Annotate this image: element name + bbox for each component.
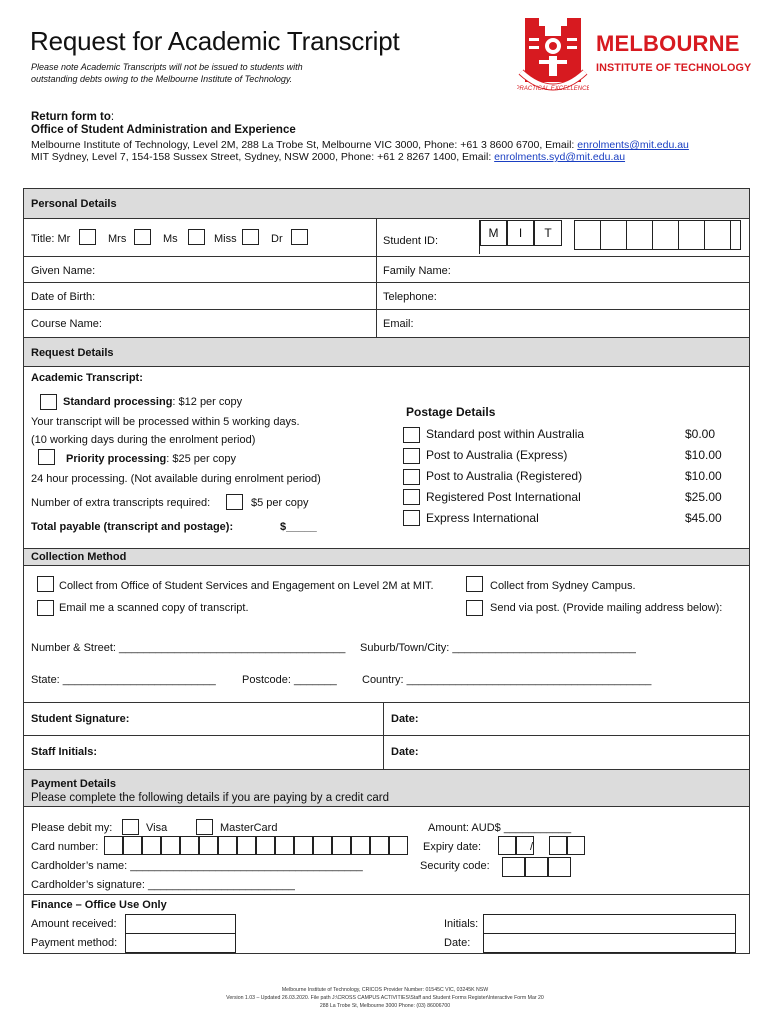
signature-date-label: Date: xyxy=(391,713,419,725)
standard-processing-desc: Your transcript will be processed within 5 working days. xyxy=(31,416,300,428)
card-number-digit[interactable] xyxy=(351,836,370,855)
postage-option-price: $0.00 xyxy=(685,427,716,441)
country-field[interactable]: Country: ________________________________________ xyxy=(362,674,652,686)
card-number-digit[interactable] xyxy=(294,836,313,855)
title-miss-label: Miss xyxy=(214,233,237,245)
form-title: Request for Academic Transcript xyxy=(30,26,400,56)
total-payable-label: Total payable (transcript and postage): xyxy=(31,521,234,533)
visa-label: Visa xyxy=(146,822,168,834)
street-field[interactable]: Number & Street: _____________________________________ xyxy=(31,642,346,654)
card-number-digit[interactable] xyxy=(332,836,351,855)
return-label: Return form to: xyxy=(31,111,115,123)
mit-logo-icon xyxy=(517,16,589,98)
collect-sydney-checkbox[interactable] xyxy=(466,576,483,592)
card-number-digit[interactable] xyxy=(199,836,218,855)
card-number-digit[interactable] xyxy=(370,836,389,855)
priority-processing-checkbox[interactable] xyxy=(38,449,55,465)
collect-mit-checkbox[interactable] xyxy=(37,576,54,592)
title-ms-checkbox[interactable] xyxy=(188,229,205,245)
postage-option-label: Post to Australia (Registered) xyxy=(426,469,583,483)
extra-transcripts-price: $5 per copy xyxy=(251,497,309,509)
student-id-digit[interactable] xyxy=(600,220,627,250)
expiry-year-box[interactable] xyxy=(567,836,585,855)
amount-aud-field[interactable]: Amount: AUD$ ___________ xyxy=(428,822,572,834)
postage-details-heading: Postage Details xyxy=(406,405,496,419)
security-code-box[interactable] xyxy=(502,857,525,877)
payment-details-section xyxy=(24,769,749,807)
standard-processing-label: Standard processing: $12 per copy xyxy=(63,396,243,408)
finance-date-label: Date: xyxy=(444,937,471,949)
postage-option-price: $10.00 xyxy=(685,469,722,483)
title-mr-label: Title: Mr xyxy=(31,233,71,245)
student-id-digit[interactable] xyxy=(652,220,679,250)
visa-checkbox[interactable] xyxy=(122,819,139,835)
logo-ribbon: PRACTICAL EXCELLENCE xyxy=(517,86,589,92)
standard-processing-desc2: (10 working days during the enrolment period) xyxy=(31,434,256,446)
academic-transcript-label: Academic Transcript: xyxy=(31,372,143,384)
priority-processing-desc: 24 hour processing. (Not available during enrolment period) xyxy=(31,473,321,485)
staff-date-label: Date: xyxy=(391,746,419,758)
payment-details-heading: Payment Details xyxy=(31,778,116,790)
email-copy-label: Email me a scanned copy of transcript. xyxy=(59,602,249,614)
return-office: Office of Student Administration and Experience xyxy=(31,124,296,136)
security-code-box[interactable] xyxy=(525,857,548,877)
postcode-field[interactable]: Postcode: _______ xyxy=(242,674,337,686)
expiry-month-box[interactable] xyxy=(498,836,516,855)
student-id-prefix-m: M xyxy=(480,220,507,246)
email-label: Email: xyxy=(383,318,414,330)
card-number-digit[interactable] xyxy=(142,836,161,855)
send-post-label: Send via post. (Provide mailing address below): xyxy=(490,602,723,614)
student-signature-label: Student Signature: xyxy=(31,713,130,725)
card-number-digit[interactable] xyxy=(123,836,142,855)
amount-received-label: Amount received: xyxy=(31,918,117,930)
postage-option-label: Post to Australia (Express) xyxy=(426,448,568,462)
total-payable-value[interactable]: $_____ xyxy=(280,521,317,533)
extra-transcripts-input[interactable] xyxy=(226,494,243,510)
card-number-digit[interactable] xyxy=(313,836,332,855)
cardholder-signature-field[interactable]: Cardholder’s signature: ________________________ xyxy=(31,879,295,891)
student-id-prefix-i: I xyxy=(507,220,534,246)
student-id-prefix-t: T xyxy=(534,220,562,246)
extra-transcripts-label: Number of extra transcripts required: xyxy=(31,497,211,509)
debt-notice: Please note Academic Transcripts will not be issued to students with outstanding debts owing to the Melbourne Institute of Technology. xyxy=(31,62,303,84)
payment-details-sub: Please complete the following details if you are paying by a credit card xyxy=(31,792,389,804)
collect-mit-label: Collect from Office of Student Services and Engagement on Level 2M at MIT. xyxy=(59,580,434,592)
cardholder-name-field[interactable]: Cardholder’s name: ______________________________________ xyxy=(31,860,363,872)
request-details-heading: Request Details xyxy=(24,337,749,367)
security-code-box[interactable] xyxy=(548,857,571,877)
amount-received-input[interactable] xyxy=(125,914,236,934)
title-dr-checkbox[interactable] xyxy=(291,229,308,245)
personal-details-heading: Personal Details xyxy=(24,189,749,219)
logo-subtitle: INSTITUTE OF TECHNOLOGY xyxy=(596,62,752,74)
send-post-checkbox[interactable] xyxy=(466,600,483,616)
title-miss-checkbox[interactable] xyxy=(242,229,259,245)
debit-label: Please debit my: xyxy=(31,822,113,834)
postage-registered-checkbox[interactable] xyxy=(403,469,420,485)
family-name-label: Family Name: xyxy=(383,265,451,277)
telephone-label: Telephone: xyxy=(383,291,437,303)
postage-option-price: $10.00 xyxy=(685,448,722,462)
card-number-digit[interactable] xyxy=(180,836,199,855)
melbourne-email-link[interactable]: enrolments@mit.edu.au xyxy=(577,139,689,151)
payment-method-label: Payment method: xyxy=(31,937,118,949)
postage-option-label: Standard post within Australia xyxy=(426,427,585,441)
postage-option-label: Express International xyxy=(426,511,539,525)
mastercard-checkbox[interactable] xyxy=(196,819,213,835)
payment-method-input[interactable] xyxy=(125,933,236,953)
footer: Melbourne Institute of Technology, CRICOS Provider Number: 01545C VIC, 03245K NSW Version 1.03 – Updated 26.03.2020. File path J:\CROSS CAMPUS ACTIVITIES\Staff and Student Forms Register\Interactive Form Mar 20 288 La Trobe St, Melbourne 3000 Phone: (03) 86006700 xyxy=(226,987,544,1009)
postage-option-label: Registered Post International xyxy=(426,490,581,504)
course-name-label: Course Name: xyxy=(31,318,102,330)
sydney-address: MIT Sydney, Level 7, 154-158 Sussex Street, Sydney, NSW 2000, Phone: +61 2 8267 1400, Email: enrolments.syd@mit.edu.au xyxy=(31,151,626,163)
suburb-field[interactable]: Suburb/Town/City: ______________________________ xyxy=(360,642,636,654)
finance-heading: Finance – Office Use Only xyxy=(31,899,167,911)
student-id-digit[interactable] xyxy=(678,220,705,250)
card-number-label: Card number: xyxy=(31,841,99,853)
card-number-digit[interactable] xyxy=(161,836,180,855)
title-mrs-label: Mrs xyxy=(108,233,127,245)
personal-divider xyxy=(376,219,377,337)
finance-initials-label: Initials: xyxy=(444,918,479,930)
collect-sydney-label: Collect from Sydney Campus. xyxy=(490,580,636,592)
logo-name: MELBOURNE xyxy=(596,31,740,56)
postage-option-price: $25.00 xyxy=(685,490,722,504)
postage-registered-intl-checkbox[interactable] xyxy=(403,489,420,505)
title-ms-label: Ms xyxy=(163,233,178,245)
email-copy-checkbox[interactable] xyxy=(37,600,54,616)
card-number-digit[interactable] xyxy=(218,836,237,855)
postage-option-price: $45.00 xyxy=(685,511,722,525)
postage-standard-checkbox[interactable] xyxy=(403,427,420,443)
title-mr-checkbox[interactable] xyxy=(79,229,96,245)
card-number-digit[interactable] xyxy=(256,836,275,855)
given-name-label: Given Name: xyxy=(31,265,96,277)
student-id-digit[interactable] xyxy=(626,220,653,250)
finance-date-input[interactable] xyxy=(483,933,736,953)
mastercard-label: MasterCard xyxy=(220,822,278,834)
sydney-email-link[interactable]: enrolments.syd@mit.edu.au xyxy=(494,151,626,163)
postage-express-intl-checkbox[interactable] xyxy=(403,510,420,526)
dob-label: Date of Birth: xyxy=(31,291,96,303)
postage-express-checkbox[interactable] xyxy=(403,448,420,464)
card-number-digit[interactable] xyxy=(237,836,256,855)
finance-initials-input[interactable] xyxy=(483,914,736,934)
expiry-year-box[interactable] xyxy=(549,836,567,855)
melbourne-address: Melbourne Institute of Technology, Level 2M, 288 La Trobe St, Melbourne VIC 3000, Phone: +61 3 8600 6700, Email: enrolments@mit.edu.au xyxy=(31,139,689,151)
expiry-label: Expiry date: xyxy=(423,841,482,853)
student-id-label: Student ID: xyxy=(383,235,439,247)
staff-initials-label: Staff Initials: xyxy=(31,746,98,758)
student-id-digit[interactable] xyxy=(730,220,741,250)
expiry-slash: / xyxy=(530,841,534,853)
security-code-label: Security code: xyxy=(420,860,490,872)
state-field[interactable]: State: _________________________ xyxy=(31,674,216,686)
student-id-digit[interactable] xyxy=(704,220,731,250)
title-mrs-checkbox[interactable] xyxy=(134,229,151,245)
title-dr-label: Dr xyxy=(271,233,283,245)
standard-processing-checkbox[interactable] xyxy=(40,394,57,410)
priority-processing-label: Priority processing: $25 per copy xyxy=(66,453,236,465)
card-number-digit[interactable] xyxy=(104,836,123,855)
card-number-digit[interactable] xyxy=(275,836,294,855)
student-id-digit[interactable] xyxy=(574,220,601,250)
card-number-digit[interactable] xyxy=(389,836,408,855)
collection-method-heading: Collection Method xyxy=(24,548,749,566)
